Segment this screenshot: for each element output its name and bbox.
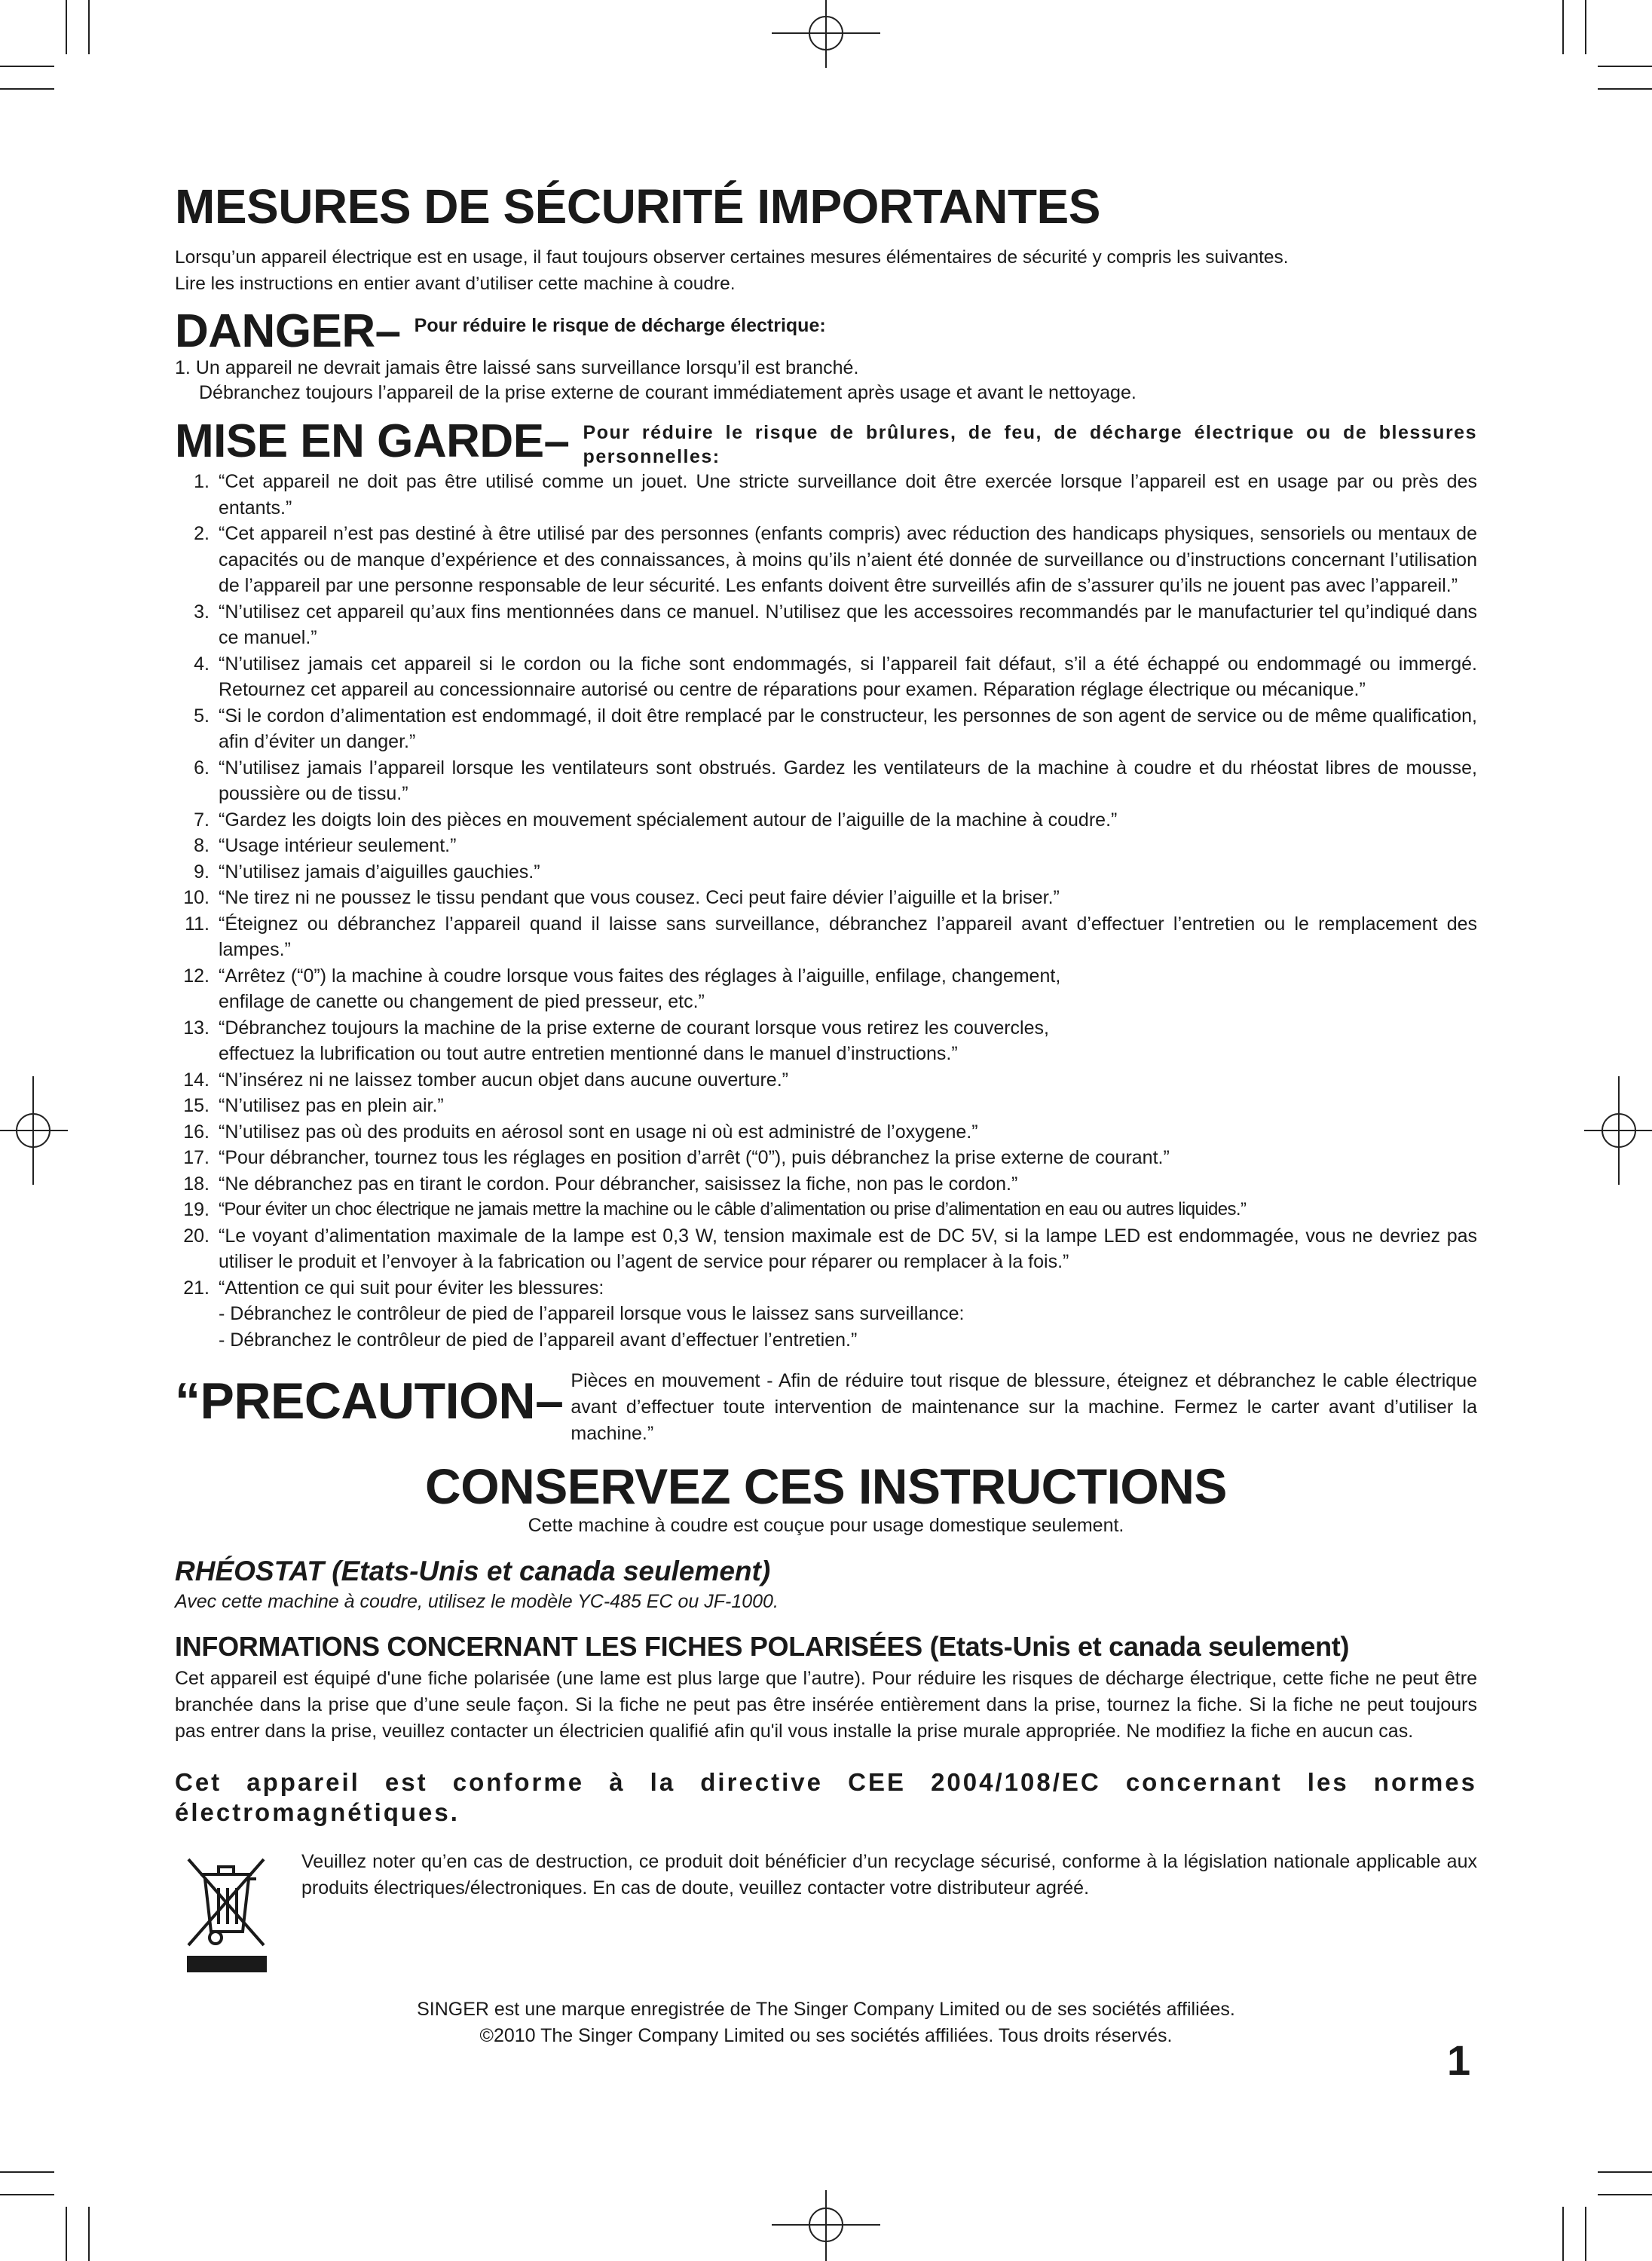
list-item <box>175 1119 1477 1146</box>
item-text: “N’utilisez jamais d’aiguilles gauchies.” <box>219 861 540 883</box>
list-item <box>175 1015 1477 1067</box>
item-text: “N’utilisez pas en plein air.” <box>219 1095 444 1116</box>
item-text-line: “Attention ce qui suit pour éviter les blessures: <box>219 1277 604 1299</box>
item-text: “Ne débranchez pas en tirant le cordon. Pour débrancher, saisissez la fiche, non pas le cordon.” <box>219 1173 1018 1195</box>
item-number: 15. <box>183 1095 210 1116</box>
item-number: 12. <box>183 965 210 987</box>
list-item <box>175 1145 1477 1171</box>
intro-line-2: Lire les instructions en entier avant d’utiliser cette machine à coudre. <box>175 274 736 294</box>
registration-mark-right <box>1584 1076 1652 1185</box>
footer <box>175 1996 1477 2049</box>
list-item <box>175 911 1477 963</box>
danger-subtitle: Pour réduire le risque de décharge électrique: <box>414 315 826 336</box>
danger-heading <box>175 307 1477 356</box>
danger-line-2: Débranchez toujours l’appareil de la prise externe de courant immédiatement après usage et avant le nettoyage. <box>199 382 1137 403</box>
crossed-out-wheelie-bin-icon <box>178 1849 274 1974</box>
item-text <box>219 1015 1477 1067</box>
item-number: 4. <box>194 653 210 675</box>
page-number: 1 <box>1447 2036 1471 2084</box>
conforme-heading: Cet appareil est conforme à la directive CEE 2004/108/EC concernant les normes électromagnétiques. <box>175 1768 1477 1826</box>
list-item <box>175 521 1477 599</box>
item-sub-line: - Débranchez le contrôleur de pied de l’appareil avant d’effectuer l’entretien.” <box>219 1329 858 1351</box>
item-text-line: “Arrêtez (“0”) la machine à coudre lorsque vous faites des réglages à l’aiguille, enfilage, changement, <box>219 965 1061 987</box>
list-item <box>175 1223 1477 1275</box>
list-item <box>175 859 1477 886</box>
list-item <box>175 755 1477 807</box>
item-text: “Éteignez ou débranchez l’appareil quand il laisse sans surveillance, débranchez l’appareil avant d’effectuer l’entretien ou le remplacement des lampes.” <box>219 913 1477 960</box>
list-item <box>175 885 1477 911</box>
item-sub-line: - Débranchez le contrôleur de pied de l’appareil lorsque vous le laissez sans surveillance: <box>219 1303 965 1324</box>
item-number: 13. <box>183 1017 210 1039</box>
list-item <box>175 963 1477 1015</box>
item-number: 6. <box>194 757 210 779</box>
conserve-title: CONSERVEZ CES INSTRUCTIONS <box>425 1458 1227 1514</box>
item-text: “Pour débrancher, tournez tous les réglages en position d’arrêt (“0”), puis débranchez la prise externe de courant.” <box>219 1147 1170 1168</box>
item-text: “Pour éviter un choc électrique ne jamais mettre la machine ou le câble d’alimentation ou prise d’alimentation en eau ou autres liquides.” <box>219 1199 1247 1219</box>
item-number: 14. <box>183 1069 210 1091</box>
item-text: “N’utilisez cet appareil qu’aux fins mentionnées dans ce manuel. N’utilisez que les accessoires recommandés par le manufacturier tel qu’indiqué dans ce manuel.” <box>219 601 1477 648</box>
corner-mark-bottom-left <box>0 2172 89 2261</box>
item-text <box>219 963 1477 1015</box>
intro <box>175 244 1477 297</box>
corner-mark-top-left <box>0 0 89 89</box>
document-page <box>175 179 1477 2049</box>
item-text-line: effectuez la lubrification ou tout autre entretien mentionné dans le manuel d’instructions.” <box>219 1043 958 1064</box>
item-number: 10. <box>183 887 210 908</box>
item-number: 5. <box>194 705 210 727</box>
rheostat-heading: RHÉOSTAT (Etats-Unis et canada seulement) <box>175 1556 771 1586</box>
item-text: “Ne tirez ni ne poussez le tissu pendant que vous cousez. Ceci peut faire dévier l’aiguille et la briser.” <box>219 887 1060 908</box>
item-number: 9. <box>194 861 210 883</box>
mise-en-garde-heading <box>175 415 1477 469</box>
item-number: 21. <box>183 1277 210 1299</box>
item-number: 19. <box>183 1199 210 1220</box>
precaution-text: Pièces en mouvement - Afin de réduire tout risque de blessure, éteignez et débranchez le cable électrique avant d’effectuer toute intervention de maintenance sur la machine. Fermez le carter avant d’utiliser la machine.” <box>571 1370 1477 1444</box>
item-text: “N’utilisez jamais cet appareil si le cordon ou la fiche sont endommagés, si l’appareil fait défaut, s’il a été échappé ou endommagé ou immergé. Retournez cet appareil au concessionnaire autorisé ou centre de réparations pour examen. Réparation réglage électrique ou mécanique.” <box>219 653 1477 700</box>
list-item <box>175 1171 1477 1198</box>
item-number: 20. <box>183 1225 210 1247</box>
list-item <box>175 1093 1477 1119</box>
danger-line-1: 1. Un appareil ne devrait jamais être laissé sans surveillance lorsqu’il est branché. <box>175 357 859 378</box>
danger-text <box>175 356 1477 405</box>
rheostat-text: Avec cette machine à coudre, utilisez le modèle YC-485 EC ou JF-1000. <box>175 1591 779 1612</box>
registration-mark-top <box>772 0 880 68</box>
corner-mark-bottom-right <box>1563 2172 1652 2261</box>
list-item <box>175 703 1477 755</box>
registration-mark-bottom <box>772 2190 880 2261</box>
list-item <box>175 599 1477 651</box>
item-text: “N’utilisez pas où des produits en aérosol sont en usage ni où est administré de l’oxygene.” <box>219 1121 978 1143</box>
item-text: “Si le cordon d’alimentation est endommagé, il doit être remplacé par le constructeur, les personnes de son agent de service ou de même qualification, afin d’éviter un danger.” <box>219 705 1477 752</box>
conserve-subtitle: Cette machine à coudre est couçue pour usage domestique seulement. <box>528 1515 1124 1536</box>
item-text: “Cet appareil n’est pas destiné à être utilisé par des personnes (enfants compris) avec réduction des handicaps physiques, sensoriels ou mentaux de capacités ou de manque d’expérience et des connaissances, à moins qu’ils n’aient été donnée de surveillance ou d’instructions concernant l’utilisation de l’appareil par une personne responsable de leur sécurité. Les enfants doivent être surveillés afin de s’assurer qu’ils ne jouent pas avec l’appareil.” <box>219 523 1477 596</box>
item-text-line: enfilage de canette ou changement de pied presseur, etc.” <box>219 991 705 1012</box>
item-text-line: “Débranchez toujours la machine de la prise externe de courant lorsque vous retirez les couvercles, <box>219 1017 1049 1039</box>
item-number: 11. <box>185 913 210 935</box>
fiches-heading: INFORMATIONS CONCERNANT LES FICHES POLARISÉES (Etats-Unis et canada seulement) <box>175 1631 1350 1662</box>
footer-line-1: SINGER est une marque enregistrée de The Singer Company Limited ou de ses sociétés affiliées. <box>417 1999 1235 2020</box>
item-text: “Usage intérieur seulement.” <box>219 835 457 856</box>
item-text: “N’utilisez jamais l’appareil lorsque les ventilateurs sont obstrués. Gardez les ventilateurs de la machine à coudre et du rhéostat libres de mousse, poussière ou de tissu.” <box>219 757 1477 804</box>
mise-en-garde-subtitle: Pour réduire le risque de brûlures, de feu, de décharge électrique ou de blessures personnelles: <box>583 422 1477 467</box>
intro-line-1: Lorsqu’un appareil électrique est en usage, il faut toujours observer certaines mesures élémentaires de sécurité y compris les suivantes. <box>175 247 1289 268</box>
item-number: 3. <box>194 601 210 623</box>
item-number: 16. <box>183 1121 210 1143</box>
footer-line-2: ©2010 The Singer Company Limited ou ses sociétés affiliées. Tous droits réservés. <box>479 2025 1173 2046</box>
registration-mark-left <box>0 1076 68 1185</box>
safety-list <box>175 469 1477 1353</box>
item-text: “Le voyant d’alimentation maximale de la lampe est 0,3 W, tension maximale est de DC 5V, si la lampe LED est endommagée, vous ne devriez pas utiliser le produit et l’envoyer à la fabrication ou l’agent de service pour réparer ou remplacer à la fois.” <box>219 1225 1477 1272</box>
item-number: 8. <box>194 835 210 856</box>
list-item <box>175 1197 1477 1223</box>
list-item <box>175 1067 1477 1094</box>
list-item <box>175 469 1477 521</box>
list-item <box>175 807 1477 834</box>
list-item <box>175 1275 1477 1354</box>
item-number: 18. <box>183 1173 210 1195</box>
weee-notice <box>175 1849 1477 1974</box>
page-title: MESURES DE SÉCURITÉ IMPORTANTES <box>175 179 1100 234</box>
item-number: 2. <box>194 523 210 544</box>
danger-word: DANGER– <box>175 305 401 357</box>
fiches-text: Cet appareil est équipé d'une fiche polarisée (une lame est plus large que l’autre). Pour réduire les risques de décharge électrique, cette fiche ne peut être branchée dans la prise que d’une seule façon. Si la fiche ne peut pas être insérée entièrement dans la prise, tournez la fiche. Si la fiche ne peut toujours pas entrer dans la prise, veuillez contacter un électricien qualifié afin qu'il vous installe la prise murale appropriée. Ne modifiez la fiche en aucun cas. <box>175 1668 1477 1742</box>
mise-en-garde-word: MISE EN GARDE– <box>175 415 570 467</box>
item-number: 7. <box>194 809 210 831</box>
precaution-block <box>175 1368 1477 1447</box>
item-text: “Gardez les doigts loin des pièces en mouvement spécialement autour de l’aiguille de la machine à coudre.” <box>219 809 1118 831</box>
item-number: 17. <box>183 1147 210 1168</box>
weee-text: Veuillez noter qu’en cas de destruction, ce produit doit bénéficier d’un recyclage sécurisé, conforme à la législation nationale applicable aux produits électriques/électroniques. En cas de doute, veuillez contacter votre distributeur agréé. <box>301 1851 1477 1898</box>
item-text: “Cet appareil ne doit pas être utilisé comme un jouet. Une stricte surveillance doit être exercée lorsque l’appareil est en usage par ou près des entants.” <box>219 471 1477 519</box>
item-text: “N’insérez ni ne laissez tomber aucun objet dans aucune ouverture.” <box>219 1069 788 1091</box>
list-item <box>175 651 1477 703</box>
precaution-word: “PRECAUTION– <box>175 1372 564 1430</box>
item-text <box>219 1275 1477 1354</box>
corner-mark-top-right <box>1563 0 1652 89</box>
list-item <box>175 833 1477 859</box>
item-number: 1. <box>194 471 210 492</box>
